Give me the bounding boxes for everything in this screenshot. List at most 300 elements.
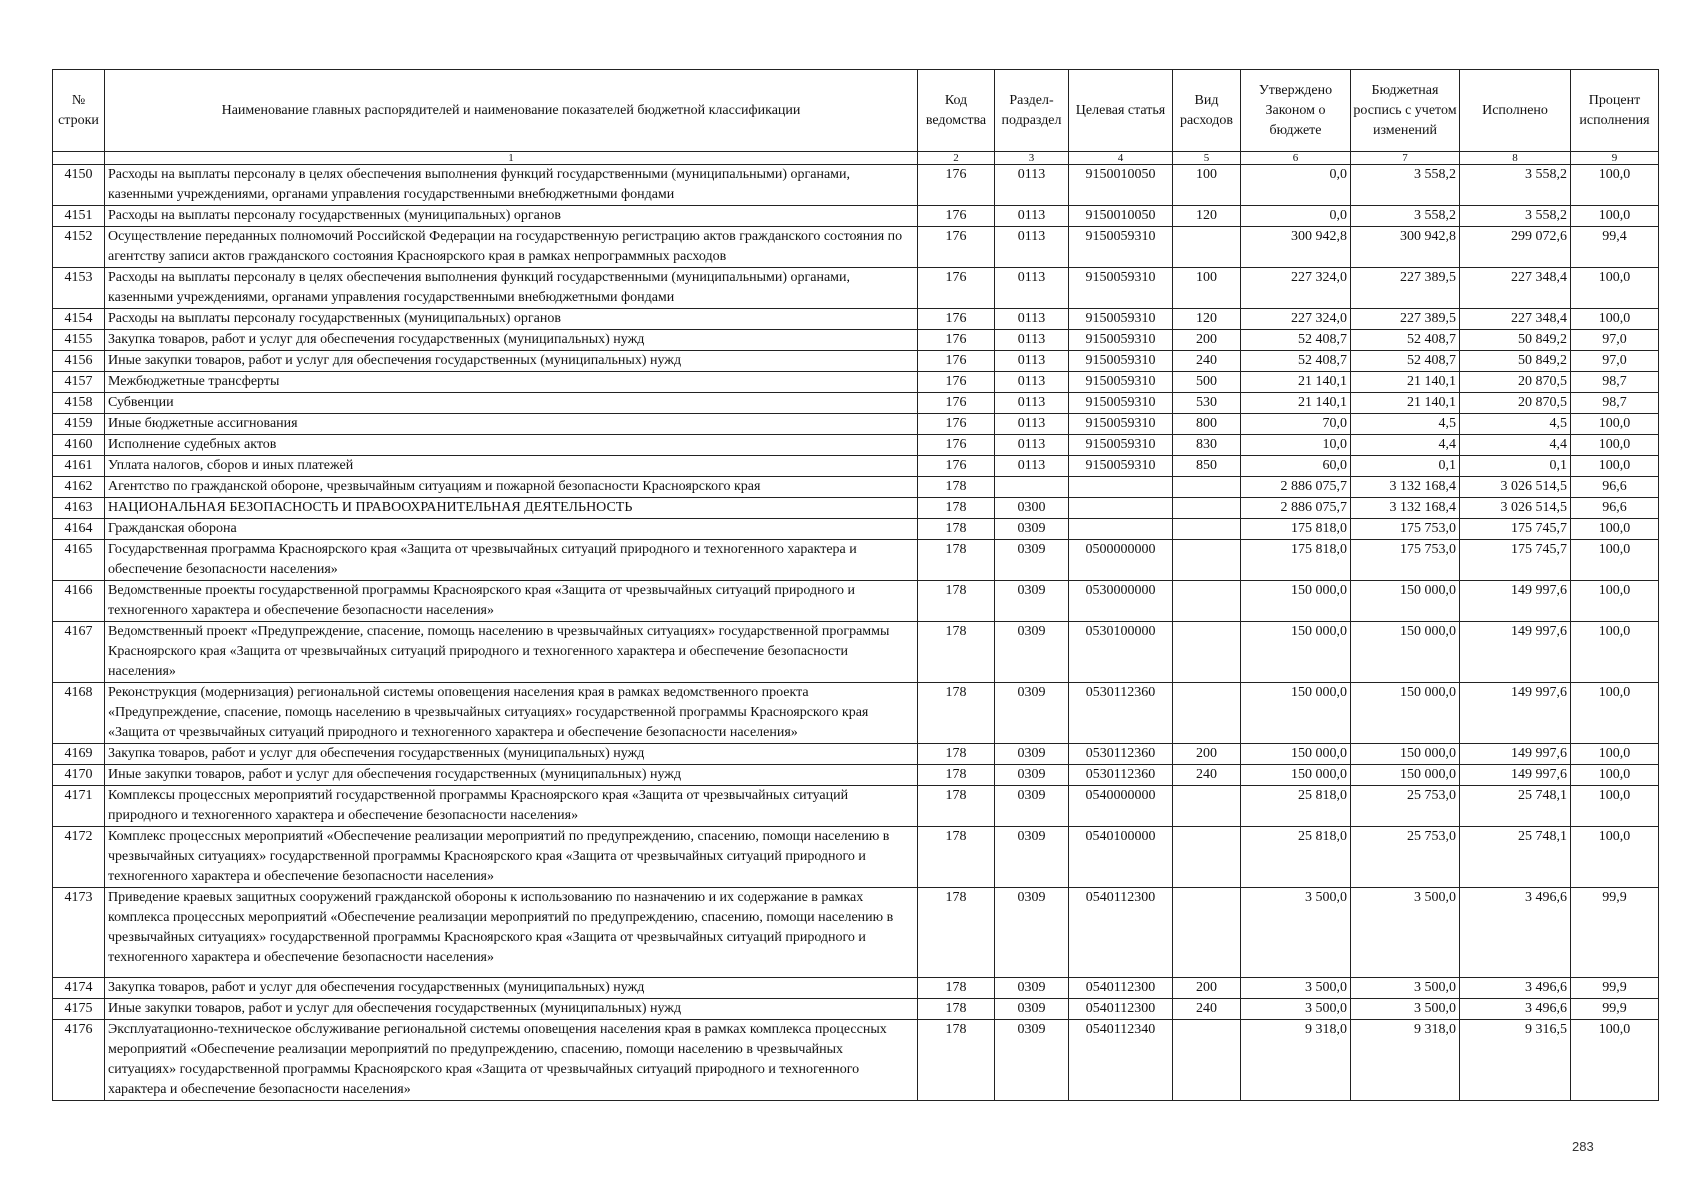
section-cell: 0113 xyxy=(995,351,1069,372)
target-article-cell: 0540112300 xyxy=(1069,888,1173,978)
executed-amount-cell: 299 072,6 xyxy=(1460,227,1571,268)
table-row xyxy=(53,414,1659,435)
header-dept-code: Код ведомства xyxy=(918,70,995,152)
expense-type-cell: 830 xyxy=(1173,435,1241,456)
table-row xyxy=(53,351,1659,372)
scheduled-amount-cell: 52 408,7 xyxy=(1351,330,1460,351)
row-name-cell: Межбюджетные трансферты xyxy=(105,372,918,393)
section-cell xyxy=(995,477,1069,498)
executed-amount-cell: 50 849,2 xyxy=(1460,330,1571,351)
scheduled-amount-cell: 150 000,0 xyxy=(1351,683,1460,744)
scheduled-amount-cell: 52 408,7 xyxy=(1351,351,1460,372)
approved-amount-cell: 3 500,0 xyxy=(1241,978,1351,999)
percent-cell: 100,0 xyxy=(1571,206,1659,227)
executed-amount-cell: 25 748,1 xyxy=(1460,786,1571,827)
section-cell: 0309 xyxy=(995,786,1069,827)
row-number-cell: 4151 xyxy=(53,206,105,227)
expense-type-cell: 100 xyxy=(1173,268,1241,309)
table-body xyxy=(53,165,1659,1101)
approved-amount-cell: 52 408,7 xyxy=(1241,351,1351,372)
row-name-cell: Расходы на выплаты персоналу государственных (муниципальных) органов xyxy=(105,309,918,330)
header-expense-type: Вид расходов xyxy=(1173,70,1241,152)
row-number-cell: 4168 xyxy=(53,683,105,744)
scheduled-amount-cell: 25 753,0 xyxy=(1351,786,1460,827)
dept-code-cell: 178 xyxy=(918,978,995,999)
row-number-cell: 4165 xyxy=(53,540,105,581)
executed-amount-cell: 3 026 514,5 xyxy=(1460,498,1571,519)
executed-amount-cell: 3 496,6 xyxy=(1460,978,1571,999)
row-name-cell: Закупка товаров, работ и услуг для обеспечения государственных (муниципальных) нужд xyxy=(105,978,918,999)
header-budget-schedule: Бюджетная роспись с учетом изменений xyxy=(1351,70,1460,152)
scheduled-amount-cell: 3 132 168,4 xyxy=(1351,498,1460,519)
dept-code-cell: 176 xyxy=(918,165,995,206)
row-name-cell: Ведомственный проект «Предупреждение, спасение, помощь населению в чрезвычайных ситуациях» государственной программы Красноярского края «Защита от чрезвычайных ситуаций природного и техногенного характера и обеспечение безопасности населения» xyxy=(105,622,918,683)
percent-cell: 100,0 xyxy=(1571,827,1659,888)
executed-amount-cell: 227 348,4 xyxy=(1460,268,1571,309)
section-cell: 0113 xyxy=(995,227,1069,268)
dept-code-cell: 176 xyxy=(918,330,995,351)
scheduled-amount-cell: 9 318,0 xyxy=(1351,1020,1460,1101)
executed-amount-cell: 149 997,6 xyxy=(1460,765,1571,786)
row-number-cell: 4169 xyxy=(53,744,105,765)
scheduled-amount-cell: 4,4 xyxy=(1351,435,1460,456)
dept-code-cell: 176 xyxy=(918,456,995,477)
dept-code-cell: 176 xyxy=(918,393,995,414)
expense-type-cell: 530 xyxy=(1173,393,1241,414)
row-number-cell: 4173 xyxy=(53,888,105,978)
target-article-cell: 9150059310 xyxy=(1069,309,1173,330)
table-row xyxy=(53,498,1659,519)
table-row xyxy=(53,786,1659,827)
scheduled-amount-cell: 3 558,2 xyxy=(1351,165,1460,206)
percent-cell: 100,0 xyxy=(1571,268,1659,309)
table-row xyxy=(53,477,1659,498)
target-article-cell: 9150010050 xyxy=(1069,206,1173,227)
expense-type-cell xyxy=(1173,519,1241,540)
expense-type-cell: 500 xyxy=(1173,372,1241,393)
scheduled-amount-cell: 4,5 xyxy=(1351,414,1460,435)
row-number-cell: 4152 xyxy=(53,227,105,268)
executed-amount-cell: 227 348,4 xyxy=(1460,309,1571,330)
row-name-cell: Государственная программа Красноярского края «Защита от чрезвычайных ситуаций природного и техногенного характера и обеспечение безопасности населения» xyxy=(105,540,918,581)
row-number-cell: 4161 xyxy=(53,456,105,477)
percent-cell: 100,0 xyxy=(1571,1020,1659,1101)
row-name-cell: Расходы на выплаты персоналу в целях обеспечения выполнения функций государственными (муниципальными) органами, казенными учреждениями, органами управления государственными внебюджетными фондами xyxy=(105,165,918,206)
dept-code-cell: 178 xyxy=(918,765,995,786)
approved-amount-cell: 70,0 xyxy=(1241,414,1351,435)
column-number-row xyxy=(53,152,1659,165)
executed-amount-cell: 4,5 xyxy=(1460,414,1571,435)
dept-code-cell: 178 xyxy=(918,519,995,540)
target-article-cell: 0500000000 xyxy=(1069,540,1173,581)
scheduled-amount-cell: 227 389,5 xyxy=(1351,309,1460,330)
percent-cell: 100,0 xyxy=(1571,414,1659,435)
approved-amount-cell: 150 000,0 xyxy=(1241,581,1351,622)
approved-amount-cell: 150 000,0 xyxy=(1241,765,1351,786)
percent-cell: 100,0 xyxy=(1571,622,1659,683)
approved-amount-cell: 0,0 xyxy=(1241,165,1351,206)
header-row xyxy=(53,70,1659,152)
row-name-cell: НАЦИОНАЛЬНАЯ БЕЗОПАСНОСТЬ И ПРАВООХРАНИТЕЛЬНАЯ ДЕЯТЕЛЬНОСТЬ xyxy=(105,498,918,519)
budget-table xyxy=(52,69,1659,1101)
executed-amount-cell: 20 870,5 xyxy=(1460,393,1571,414)
row-name-cell: Гражданская оборона xyxy=(105,519,918,540)
row-number-cell: 4175 xyxy=(53,999,105,1020)
section-cell: 0113 xyxy=(995,165,1069,206)
scheduled-amount-cell: 300 942,8 xyxy=(1351,227,1460,268)
scheduled-amount-cell: 25 753,0 xyxy=(1351,827,1460,888)
row-name-cell: Иные бюджетные ассигнования xyxy=(105,414,918,435)
row-name-cell: Комплексы процессных мероприятий государственной программы Красноярского края «Защита от чрезвычайных ситуаций природного и техногенного характера и обеспечение безопасности населения» xyxy=(105,786,918,827)
row-name-cell: Ведомственные проекты государственной программы Красноярского края «Защита от чрезвычайных ситуаций природного и техногенного характера и обеспечение безопасности населения» xyxy=(105,581,918,622)
dept-code-cell: 176 xyxy=(918,268,995,309)
column-number: 2 xyxy=(918,152,995,165)
row-number-cell: 4172 xyxy=(53,827,105,888)
dept-code-cell: 178 xyxy=(918,744,995,765)
table-row xyxy=(53,435,1659,456)
dept-code-cell: 178 xyxy=(918,786,995,827)
percent-cell: 100,0 xyxy=(1571,165,1659,206)
expense-type-cell: 240 xyxy=(1173,765,1241,786)
row-number-cell: 4158 xyxy=(53,393,105,414)
section-cell: 0309 xyxy=(995,519,1069,540)
table-row xyxy=(53,888,1659,978)
section-cell: 0113 xyxy=(995,268,1069,309)
row-name-cell: Иные закупки товаров, работ и услуг для обеспечения государственных (муниципальных) нужд xyxy=(105,999,918,1020)
row-number-cell: 4167 xyxy=(53,622,105,683)
target-article-cell xyxy=(1069,498,1173,519)
expense-type-cell xyxy=(1173,622,1241,683)
column-number: 9 xyxy=(1571,152,1659,165)
approved-amount-cell: 2 886 075,7 xyxy=(1241,477,1351,498)
scheduled-amount-cell: 175 753,0 xyxy=(1351,519,1460,540)
expense-type-cell: 120 xyxy=(1173,206,1241,227)
executed-amount-cell: 25 748,1 xyxy=(1460,827,1571,888)
percent-cell: 100,0 xyxy=(1571,581,1659,622)
target-article-cell xyxy=(1069,477,1173,498)
target-article-cell: 0530112360 xyxy=(1069,683,1173,744)
column-number: 5 xyxy=(1173,152,1241,165)
percent-cell: 99,9 xyxy=(1571,999,1659,1020)
scheduled-amount-cell: 227 389,5 xyxy=(1351,268,1460,309)
target-article-cell: 9150059310 xyxy=(1069,456,1173,477)
dept-code-cell: 178 xyxy=(918,581,995,622)
expense-type-cell: 100 xyxy=(1173,165,1241,206)
executed-amount-cell: 175 745,7 xyxy=(1460,540,1571,581)
table-row xyxy=(53,330,1659,351)
section-cell: 0113 xyxy=(995,435,1069,456)
percent-cell: 100,0 xyxy=(1571,540,1659,581)
target-article-cell: 9150059310 xyxy=(1069,330,1173,351)
row-number-cell: 4157 xyxy=(53,372,105,393)
section-cell: 0113 xyxy=(995,372,1069,393)
section-cell: 0113 xyxy=(995,206,1069,227)
section-cell: 0309 xyxy=(995,888,1069,978)
expense-type-cell xyxy=(1173,498,1241,519)
approved-amount-cell: 175 818,0 xyxy=(1241,540,1351,581)
table-row xyxy=(53,393,1659,414)
row-name-cell: Иные закупки товаров, работ и услуг для обеспечения государственных (муниципальных) нужд xyxy=(105,351,918,372)
row-number-cell: 4162 xyxy=(53,477,105,498)
section-cell: 0309 xyxy=(995,581,1069,622)
approved-amount-cell: 9 318,0 xyxy=(1241,1020,1351,1101)
executed-amount-cell: 3 496,6 xyxy=(1460,999,1571,1020)
dept-code-cell: 178 xyxy=(918,540,995,581)
column-number: 7 xyxy=(1351,152,1460,165)
dept-code-cell: 176 xyxy=(918,435,995,456)
dept-code-cell: 176 xyxy=(918,414,995,435)
target-article-cell: 9150059310 xyxy=(1069,372,1173,393)
row-number-cell: 4155 xyxy=(53,330,105,351)
row-name-cell: Агентство по гражданской обороне, чрезвычайным ситуациям и пожарной безопасности Красноярского края xyxy=(105,477,918,498)
row-number-cell: 4163 xyxy=(53,498,105,519)
percent-cell: 97,0 xyxy=(1571,330,1659,351)
expense-type-cell xyxy=(1173,227,1241,268)
executed-amount-cell: 0,1 xyxy=(1460,456,1571,477)
budget-table-container xyxy=(52,69,1649,1101)
row-number-cell: 4156 xyxy=(53,351,105,372)
percent-cell: 100,0 xyxy=(1571,786,1659,827)
percent-cell: 100,0 xyxy=(1571,309,1659,330)
section-cell: 0309 xyxy=(995,744,1069,765)
approved-amount-cell: 227 324,0 xyxy=(1241,309,1351,330)
approved-amount-cell: 3 500,0 xyxy=(1241,888,1351,978)
percent-cell: 96,6 xyxy=(1571,477,1659,498)
approved-amount-cell: 175 818,0 xyxy=(1241,519,1351,540)
row-name-cell: Субвенции xyxy=(105,393,918,414)
dept-code-cell: 176 xyxy=(918,227,995,268)
target-article-cell: 0540112340 xyxy=(1069,1020,1173,1101)
row-number-cell: 4170 xyxy=(53,765,105,786)
expense-type-cell xyxy=(1173,827,1241,888)
approved-amount-cell: 150 000,0 xyxy=(1241,744,1351,765)
dept-code-cell: 178 xyxy=(918,827,995,888)
table-row xyxy=(53,206,1659,227)
table-row xyxy=(53,744,1659,765)
executed-amount-cell: 149 997,6 xyxy=(1460,744,1571,765)
dept-code-cell: 178 xyxy=(918,622,995,683)
target-article-cell: 9150059310 xyxy=(1069,268,1173,309)
expense-type-cell xyxy=(1173,786,1241,827)
expense-type-cell: 200 xyxy=(1173,978,1241,999)
scheduled-amount-cell: 175 753,0 xyxy=(1351,540,1460,581)
expense-type-cell xyxy=(1173,888,1241,978)
expense-type-cell: 240 xyxy=(1173,999,1241,1020)
expense-type-cell xyxy=(1173,683,1241,744)
section-cell: 0309 xyxy=(995,999,1069,1020)
target-article-cell: 0540112300 xyxy=(1069,978,1173,999)
table-row xyxy=(53,581,1659,622)
approved-amount-cell: 150 000,0 xyxy=(1241,683,1351,744)
percent-cell: 100,0 xyxy=(1571,456,1659,477)
approved-amount-cell: 3 500,0 xyxy=(1241,999,1351,1020)
approved-amount-cell: 60,0 xyxy=(1241,456,1351,477)
dept-code-cell: 178 xyxy=(918,683,995,744)
section-cell: 0300 xyxy=(995,498,1069,519)
row-name-cell: Расходы на выплаты персоналу в целях обеспечения выполнения функций государственными (муниципальными) органами, казенными учреждениями, органами управления государственными внебюджетными фондами xyxy=(105,268,918,309)
table-row xyxy=(53,456,1659,477)
row-name-cell: Осуществление переданных полномочий Российской Федерации на государственную регистрацию актов гражданского состояния по агентству записи актов гражданского состояния Красноярского края в рамках непрограммных расходов xyxy=(105,227,918,268)
section-cell: 0113 xyxy=(995,456,1069,477)
section-cell: 0309 xyxy=(995,683,1069,744)
executed-amount-cell: 3 558,2 xyxy=(1460,206,1571,227)
column-number xyxy=(53,152,105,165)
percent-cell: 100,0 xyxy=(1571,435,1659,456)
percent-cell: 100,0 xyxy=(1571,744,1659,765)
dept-code-cell: 178 xyxy=(918,888,995,978)
approved-amount-cell: 21 140,1 xyxy=(1241,393,1351,414)
header-percent: Процент исполнения xyxy=(1571,70,1659,152)
expense-type-cell: 240 xyxy=(1173,351,1241,372)
expense-type-cell xyxy=(1173,477,1241,498)
approved-amount-cell: 25 818,0 xyxy=(1241,827,1351,888)
header-executed: Исполнено xyxy=(1460,70,1571,152)
approved-amount-cell: 52 408,7 xyxy=(1241,330,1351,351)
column-number: 1 xyxy=(105,152,918,165)
table-row xyxy=(53,978,1659,999)
table-row xyxy=(53,683,1659,744)
row-number-cell: 4160 xyxy=(53,435,105,456)
row-name-cell: Реконструкция (модернизация) региональной системы оповещения населения края в рамках ведомственного проекта «Предупреждение, спасение, помощь населению в чрезвычайных ситуациях» государственной программы Красноярского края «Защита от чрезвычайных ситуаций природного и техногенного характера и обеспечение безопасности населения» xyxy=(105,683,918,744)
row-number-cell: 4153 xyxy=(53,268,105,309)
row-name-cell: Иные закупки товаров, работ и услуг для обеспечения государственных (муниципальных) нужд xyxy=(105,765,918,786)
approved-amount-cell: 10,0 xyxy=(1241,435,1351,456)
target-article-cell: 0540112300 xyxy=(1069,999,1173,1020)
column-number: 3 xyxy=(995,152,1069,165)
table-row xyxy=(53,372,1659,393)
scheduled-amount-cell: 21 140,1 xyxy=(1351,372,1460,393)
expense-type-cell: 850 xyxy=(1173,456,1241,477)
expense-type-cell: 200 xyxy=(1173,330,1241,351)
row-number-cell: 4164 xyxy=(53,519,105,540)
row-name-cell: Закупка товаров, работ и услуг для обеспечения государственных (муниципальных) нужд xyxy=(105,744,918,765)
percent-cell: 99,4 xyxy=(1571,227,1659,268)
table-row xyxy=(53,227,1659,268)
dept-code-cell: 176 xyxy=(918,206,995,227)
table-row xyxy=(53,999,1659,1020)
scheduled-amount-cell: 150 000,0 xyxy=(1351,581,1460,622)
percent-cell: 97,0 xyxy=(1571,351,1659,372)
section-cell: 0113 xyxy=(995,309,1069,330)
percent-cell: 96,6 xyxy=(1571,498,1659,519)
row-name-cell: Закупка товаров, работ и услуг для обеспечения государственных (муниципальных) нужд xyxy=(105,330,918,351)
dept-code-cell: 178 xyxy=(918,498,995,519)
percent-cell: 98,7 xyxy=(1571,393,1659,414)
expense-type-cell: 200 xyxy=(1173,744,1241,765)
percent-cell: 100,0 xyxy=(1571,765,1659,786)
executed-amount-cell: 3 558,2 xyxy=(1460,165,1571,206)
table-row xyxy=(53,622,1659,683)
target-article-cell: 0530112360 xyxy=(1069,744,1173,765)
row-name-cell: Комплекс процессных мероприятий «Обеспечение реализации мероприятий по предупреждению, спасению, помощи населению в чрезвычайных ситуациях» государственной программы Красноярского края «Защита от чрезвычайных ситуаций природного и техногенного характера и обеспечение безопасности населения» xyxy=(105,827,918,888)
dept-code-cell: 176 xyxy=(918,351,995,372)
section-cell: 0113 xyxy=(995,393,1069,414)
scheduled-amount-cell: 0,1 xyxy=(1351,456,1460,477)
scheduled-amount-cell: 150 000,0 xyxy=(1351,744,1460,765)
dept-code-cell: 178 xyxy=(918,1020,995,1101)
header-section: Раздел-подраздел xyxy=(995,70,1069,152)
executed-amount-cell: 3 026 514,5 xyxy=(1460,477,1571,498)
dept-code-cell: 178 xyxy=(918,477,995,498)
table-row xyxy=(53,765,1659,786)
target-article-cell: 0530000000 xyxy=(1069,581,1173,622)
target-article-cell: 9150010050 xyxy=(1069,165,1173,206)
percent-cell: 100,0 xyxy=(1571,683,1659,744)
row-number-cell: 4154 xyxy=(53,309,105,330)
scheduled-amount-cell: 3 132 168,4 xyxy=(1351,477,1460,498)
expense-type-cell: 800 xyxy=(1173,414,1241,435)
table-row xyxy=(53,540,1659,581)
page-number: 283 xyxy=(1572,1139,1594,1154)
row-number-cell: 4150 xyxy=(53,165,105,206)
scheduled-amount-cell: 150 000,0 xyxy=(1351,765,1460,786)
row-name-cell: Эксплуатационно-техническое обслуживание региональной системы оповещения населения края в рамках комплекса процессных мероприятий «Обеспечение реализации мероприятий по предупреждению, спасению, помощи населению в чрезвычайных ситуациях» государственной программы Красноярского края «Защита от чрезвычайных ситуаций природного и техногенного характера и обеспечение безопасности населения» xyxy=(105,1020,918,1101)
approved-amount-cell: 300 942,8 xyxy=(1241,227,1351,268)
executed-amount-cell: 149 997,6 xyxy=(1460,683,1571,744)
target-article-cell: 0540100000 xyxy=(1069,827,1173,888)
row-number-cell: 4176 xyxy=(53,1020,105,1101)
header-approved: Утверждено Законом о бюджете xyxy=(1241,70,1351,152)
column-number: 4 xyxy=(1069,152,1173,165)
table-row xyxy=(53,827,1659,888)
section-cell: 0309 xyxy=(995,827,1069,888)
section-cell: 0113 xyxy=(995,330,1069,351)
approved-amount-cell: 25 818,0 xyxy=(1241,786,1351,827)
table-row xyxy=(53,165,1659,206)
dept-code-cell: 176 xyxy=(918,309,995,330)
header-name: Наименование главных распорядителей и наименование показателей бюджетной классификации xyxy=(105,70,918,152)
executed-amount-cell: 149 997,6 xyxy=(1460,622,1571,683)
executed-amount-cell: 4,4 xyxy=(1460,435,1571,456)
row-number-cell: 4174 xyxy=(53,978,105,999)
header-target-article: Целевая статья xyxy=(1069,70,1173,152)
percent-cell: 100,0 xyxy=(1571,519,1659,540)
approved-amount-cell: 227 324,0 xyxy=(1241,268,1351,309)
table-row xyxy=(53,1020,1659,1101)
scheduled-amount-cell: 3 558,2 xyxy=(1351,206,1460,227)
target-article-cell: 9150059310 xyxy=(1069,414,1173,435)
scheduled-amount-cell: 3 500,0 xyxy=(1351,999,1460,1020)
row-name-cell: Исполнение судебных актов xyxy=(105,435,918,456)
executed-amount-cell: 50 849,2 xyxy=(1460,351,1571,372)
expense-type-cell: 120 xyxy=(1173,309,1241,330)
section-cell: 0309 xyxy=(995,1020,1069,1101)
target-article-cell: 0530112360 xyxy=(1069,765,1173,786)
section-cell: 0113 xyxy=(995,414,1069,435)
expense-type-cell xyxy=(1173,540,1241,581)
table-row xyxy=(53,309,1659,330)
expense-type-cell xyxy=(1173,1020,1241,1101)
executed-amount-cell: 175 745,7 xyxy=(1460,519,1571,540)
target-article-cell: 0530100000 xyxy=(1069,622,1173,683)
header-row-number: № строки xyxy=(53,70,105,152)
row-number-cell: 4159 xyxy=(53,414,105,435)
scheduled-amount-cell: 21 140,1 xyxy=(1351,393,1460,414)
column-number: 6 xyxy=(1241,152,1351,165)
percent-cell: 99,9 xyxy=(1571,888,1659,978)
section-cell: 0309 xyxy=(995,765,1069,786)
executed-amount-cell: 149 997,6 xyxy=(1460,581,1571,622)
approved-amount-cell: 0,0 xyxy=(1241,206,1351,227)
row-name-cell: Приведение краевых защитных сооружений гражданской обороны к использованию по назначению и их содержание в рамках комплекса процессных мероприятий «Обеспечение реализации мероприятий по предупреждению, спасению, помощи населению в чрезвычайных ситуациях» государственной программы Красноярского края «Защита от чрезвычайных ситуаций природного и техногенного характера и обеспечение безопасности населения» xyxy=(105,888,918,978)
row-number-cell: 4171 xyxy=(53,786,105,827)
approved-amount-cell: 21 140,1 xyxy=(1241,372,1351,393)
section-cell: 0309 xyxy=(995,622,1069,683)
row-name-cell: Расходы на выплаты персоналу государственных (муниципальных) органов xyxy=(105,206,918,227)
executed-amount-cell: 20 870,5 xyxy=(1460,372,1571,393)
table-row xyxy=(53,519,1659,540)
column-number: 8 xyxy=(1460,152,1571,165)
